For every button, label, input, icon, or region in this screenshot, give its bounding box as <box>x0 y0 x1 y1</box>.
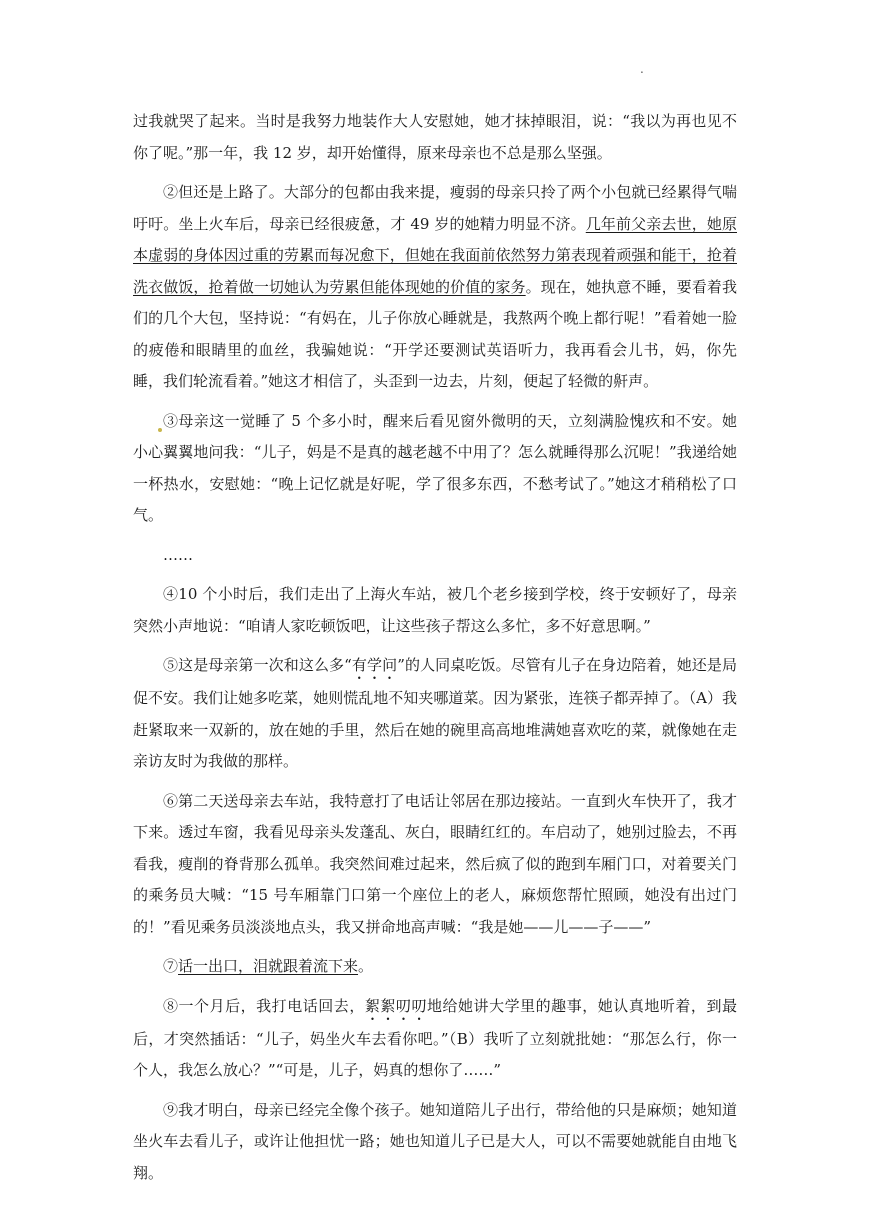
paragraph <box>133 406 737 532</box>
paragraph <box>133 951 737 983</box>
paragraph-text: ④10 个小时后，我们走出了上海火车站，被几个老乡接到学校，终于安顿好了，母亲突然小声地说：“咱请人家吃顿饭吧，让这些孩子帮这么多忙，多不好意思啊。” <box>133 585 737 635</box>
paragraph <box>133 540 737 572</box>
underlined-text: 几年前父亲去世，她原本虚弱的身体因过重的劳累而每况愈下，但她在我面前依然努力第表现着顽强和能干，抢着洗衣做饭，抢着做一切她认为劳累但能体现她的价值的家务 <box>133 214 737 296</box>
header-mark: . <box>640 62 644 76</box>
underlined-text: 话一出口，泪就跟着流下来 <box>178 957 359 975</box>
paragraph <box>133 786 737 944</box>
article-body <box>133 106 737 1189</box>
paragraph-text: 。 <box>358 957 374 975</box>
paragraph-text: ⑥第二天送母亲去车站，我特意打了电话让邻居在那边接站。一直到火车快开了，我才下来。透过车窗，我看见母亲头发蓬乱、灰白，眼睛红红的。车启动了，她别过脸去，不再看我，瘦削的脊背那么孤单。我突然间难过起来，然后疯了似的跑到车厢门口，对着要关门的乘务员大喊：“15 号车厢靠门口第一个座位上的老人，麻烦您帮忙照顾，她没有出过门的！”看见乘务员淡淡地点头，我又拼命地高声喊：“我是她——儿——子——” <box>133 791 737 936</box>
paragraph-text: ⑤这是母亲第一次和这么多“ <box>163 656 352 674</box>
paragraph <box>133 1095 737 1190</box>
paragraph-text: ⑨我才明白，母亲已经完全像个孩子。她知道陪儿子出行，带给他的只是麻烦；她知道坐火车去看儿子，或许让他担忧一路；她也知道儿子已是大人，可以不需要她就能自由地飞翔。 <box>133 1100 737 1182</box>
paragraph-text: ②但还是上路了。大部分的包都由我来提，瘦弱的母亲只拎了两个小包就已经累得气喘吁吁。坐上火车后，母亲已经很疲惫，才 49 岁的她精力明显不济。 <box>133 183 737 233</box>
paragraph <box>133 991 737 1087</box>
paragraph-text: ⑧一个月后，我打电话回去， <box>163 996 365 1015</box>
paragraph-text: ③母亲这一觉睡了 5 个多小时，醒来后看见窗外微明的天，立刻满脸愧疚和不安。她小心翼翼地问我：“儿子，妈是不是真的越老越不中用了？怎么就睡得那么沉呢！”我递给她一杯热水，安慰她：“晚上记忆就是好呢，学了很多东西，不愁考试了。”她这才稍稍松了口气。 <box>133 411 737 524</box>
paragraph-text: ⑦ <box>163 957 179 975</box>
emphasized-text: 絮絮叨叨 <box>364 996 427 1015</box>
paragraph-text: 过我就哭了起来。当时是我努力地装作大人安慰她，她才抹掉眼泪，说：“我以为再也见不你了呢。”那一年，我 12 岁，却开始懂得，原来母亲也不总是那么坚强。 <box>133 112 737 162</box>
paragraph <box>133 579 737 642</box>
paragraph-text: ”的人同桌吃饭。尽管有儿子在身边陪着，她还是局促不安。我们让她多吃菜，她则慌乱地不知夹哪道菜。因为紧张，连筷子都弄掉了。（A）我赶紧取来一双新的，放在她的手里，然后在她的碗里高高地堆满她喜欢吃的菜，就像她在走亲访友时为我做的那样。 <box>133 656 737 770</box>
paragraph <box>133 177 737 398</box>
paragraph <box>133 650 737 778</box>
paragraph <box>133 106 737 169</box>
paragraph-text: …… <box>163 545 193 564</box>
paragraph-text: 地给她讲大学里的趣事，她认真地听着，到最后，才突然插话：“儿子，妈坐火车去看你吧。”（B）我听了立刻就批她：“那怎么行，你一个人，我怎么放心？”“可是，儿子，妈真的想你了……” <box>133 996 737 1079</box>
paragraph-text: 。现在，她执意不睡，要看着我们的几个大包，坚持说：“有妈在，儿子你放心睡就是，我熬两个晚上都行呢！”看着她一脸的疲倦和眼睛里的血丝，我骗她说：“开学还要测试英语听力，我再看会儿书，妈，你先睡，我们轮流看着。”她这才相信了，头歪到一边去，片刻，便起了轻微的鼾声。 <box>133 277 737 390</box>
emphasized-text: 有学问 <box>351 656 398 674</box>
